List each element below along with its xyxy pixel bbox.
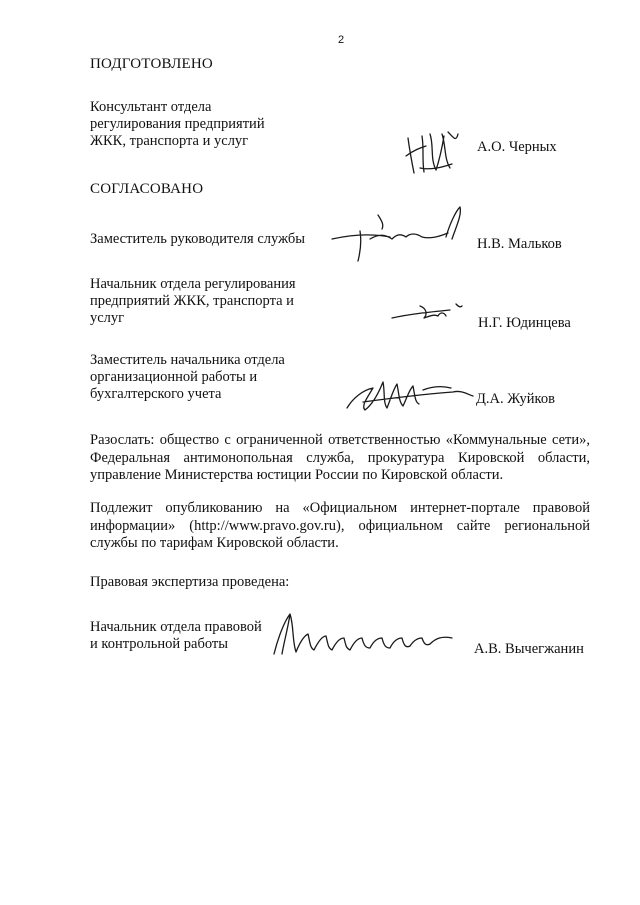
agreed-heading: СОГЛАСОВАНО <box>90 181 204 197</box>
signatory-3-position-line-2: организационной работы и <box>90 369 258 385</box>
signatory-3-position-line-3: бухгалтерского учета <box>90 386 222 402</box>
signatory-2-name: Н.Г. Юдинцева <box>478 315 571 331</box>
prepared-position-line-1: Консультант отдела <box>90 99 212 115</box>
legal-review-statement: Правовая экспертиза проведена: <box>90 574 290 590</box>
page-number: 2 <box>338 34 345 46</box>
signature-image <box>343 368 478 418</box>
signature-image <box>330 203 470 268</box>
signatory-1-position-line-1: Заместитель руководителя службы <box>90 231 306 247</box>
signature-image <box>400 128 470 183</box>
signatory-2-position-line-1: Начальник отдела регулирования <box>90 276 296 292</box>
prepared-position-line-2: регулирования предприятий <box>90 116 265 132</box>
prepared-position-line-3: ЖКК, транспорта и услуг <box>90 133 249 149</box>
prepared-name: А.О. Черных <box>477 139 557 155</box>
signatory-1-name: Н.В. Мальков <box>477 236 562 252</box>
legal-review-position-line-1: Начальник отдела правовой <box>90 619 262 635</box>
signatory-2-position-line-3: услуг <box>90 310 125 326</box>
distribution-paragraph: Разослать: общество с ограниченной ответственностью «Коммунальные сети», Федеральная антимонопольная служба, прокуратура Кировской области, управление Министерства юстиции России по Кировской области. <box>90 432 590 483</box>
signatory-2-position-line-2: предприятий ЖКК, транспорта и <box>90 293 294 309</box>
signature-image <box>268 608 458 660</box>
publication-paragraph: Подлежит опубликованию на «Официальном интернет-портале правовой информации» (http://www.pravo.gov.ru), официальном сайте региональной службы по тарифам Кировской области. <box>90 500 590 551</box>
prepared-heading: ПОДГОТОВЛЕНО <box>90 56 213 72</box>
legal-review-name: А.В. Вычегжанин <box>474 641 584 657</box>
signatory-3-name: Д.А. Жуйков <box>476 391 555 407</box>
signatory-3-position-line-1: Заместитель начальника отдела <box>90 352 285 368</box>
legal-review-position-line-2: и контрольной работы <box>90 636 228 652</box>
signature-image <box>390 298 470 328</box>
